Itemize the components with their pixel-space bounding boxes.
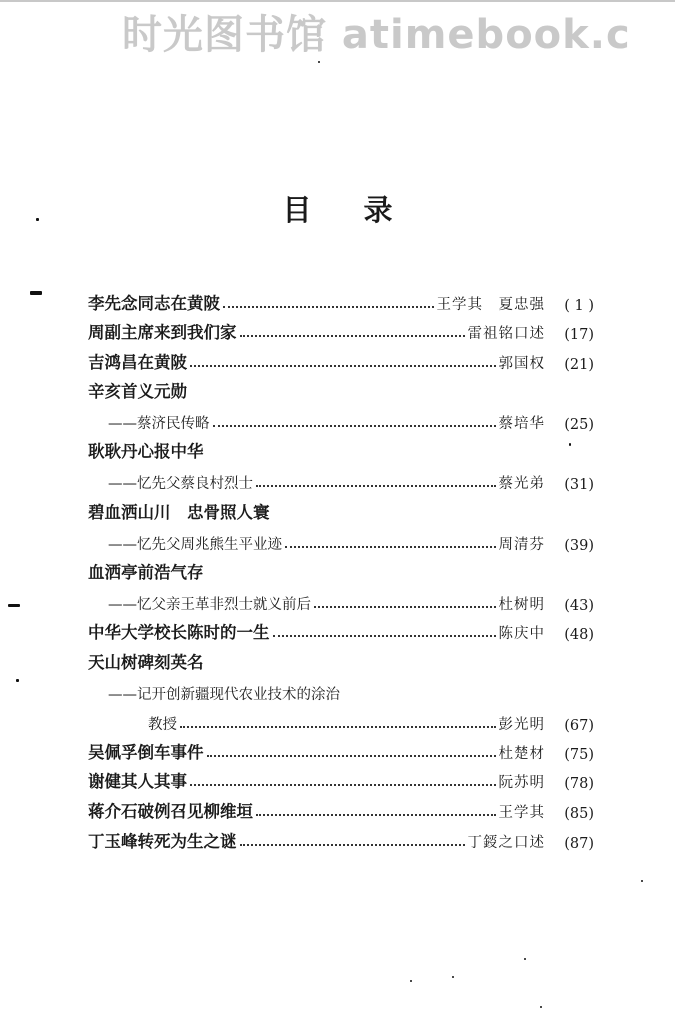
scan-speck — [524, 958, 526, 960]
toc-entry — [88, 315, 594, 343]
toc-entry-subtitle: ——忆父亲王革非烈士就义前后 — [108, 597, 311, 613]
toc-entry-author: 蔡培华 — [498, 416, 545, 432]
leader-dots — [240, 844, 465, 846]
toc-entry-page: (25) — [564, 417, 594, 433]
watermark: 时光图书馆 atimebook.c — [122, 12, 631, 58]
scan-speck — [318, 61, 320, 63]
toc-entry — [148, 706, 594, 734]
toc-entry-subtitle: ——忆先父周兆熊生平业迹 — [108, 537, 282, 553]
toc-entry — [88, 345, 594, 373]
toc-entry-author: 周清芬 — [498, 537, 545, 553]
toc-entry-title: 中华大学校长陈时的一生 — [88, 623, 270, 642]
toc-entry-author: 王学其 — [498, 805, 545, 821]
scan-speck — [540, 1006, 542, 1008]
toc-entry-page: (39) — [564, 538, 594, 554]
toc-subtitle-line — [108, 676, 594, 704]
scan-speck — [16, 679, 19, 682]
page-title: 目录 — [282, 193, 445, 227]
leader-dots — [213, 425, 496, 427]
toc-entry-author: 丁鋄之口述 — [467, 835, 545, 851]
toc-entry-title: 天山树碑刻英名 — [88, 653, 204, 672]
toc-entry-author: 杜树明 — [498, 597, 545, 613]
toc-entry-title: 辛亥首义元勋 — [88, 382, 187, 401]
toc-entry — [88, 824, 594, 852]
toc-entry-title: 蒋介石破例召见柳维垣 — [88, 802, 253, 821]
leader-dots — [314, 606, 496, 608]
toc-entry-page: ( 1 ) — [564, 298, 594, 314]
toc-entry-page: (48) — [564, 627, 594, 643]
leader-dots — [223, 306, 434, 308]
leader-dots — [256, 485, 496, 487]
toc-section-heading — [88, 645, 594, 673]
toc-entry-author: 杜楚材 — [498, 746, 545, 762]
toc-entry-author: 蔡光弟 — [498, 476, 545, 492]
scan-speck — [641, 880, 643, 882]
toc-entry-subtitle: ——记开创新疆现代农业技术的涂治 — [108, 687, 340, 703]
leader-dots — [207, 755, 496, 757]
toc-entry-title: 血洒亭前浩气存 — [88, 563, 204, 582]
toc-section-heading — [88, 495, 594, 523]
toc-entry-author: 雷祖铭口述 — [467, 326, 545, 342]
toc-entry — [108, 526, 594, 554]
toc-entry-author: 陈庆中 — [498, 626, 545, 642]
toc-entry — [88, 615, 594, 643]
toc-entry-page: (67) — [564, 718, 594, 734]
toc-entry-author: 阮苏明 — [498, 775, 545, 791]
toc-entry-page: (43) — [564, 598, 594, 614]
toc-entry-title: 丁玉峰转死为生之谜 — [88, 832, 237, 851]
toc-entry-title: 周副主席来到我们家 — [88, 323, 237, 342]
toc-entry-page: (87) — [564, 836, 594, 852]
toc-section-heading — [88, 555, 594, 583]
leader-dots — [240, 335, 465, 337]
toc-entry-page: (78) — [564, 776, 594, 792]
leader-dots — [180, 726, 496, 728]
toc-entry — [88, 764, 594, 792]
leader-dots — [285, 546, 496, 548]
toc-entry — [108, 465, 594, 493]
scan-speck — [36, 218, 39, 221]
toc-entry-subtitle: 教授 — [148, 717, 177, 733]
toc-entry-title: 耿耿丹心报中华 — [88, 442, 204, 461]
toc-section-heading — [88, 434, 594, 462]
scan-speck — [569, 443, 571, 446]
leader-dots — [256, 814, 496, 816]
toc-entry — [108, 586, 594, 614]
toc-entry-title: 碧血洒山川 忠骨照人寰 — [88, 503, 270, 522]
toc-entry-subtitle: ——蔡济民传略 — [108, 416, 210, 432]
leader-dots — [190, 784, 496, 786]
toc-entry-author: 王学其 夏忠强 — [436, 297, 545, 313]
toc-entry-page: (17) — [564, 327, 594, 343]
toc-entry-title: 吴佩孚倒车事件 — [88, 743, 204, 762]
toc-entry-title: 谢健其人其事 — [88, 772, 187, 791]
top-border-line — [0, 0, 675, 2]
scan-speck — [30, 291, 42, 295]
toc-entry — [108, 405, 594, 433]
toc-entry-author: 郭国权 — [498, 356, 545, 372]
toc-entry-title: 李先念同志在黄陂 — [88, 294, 220, 313]
toc-entry — [88, 286, 594, 314]
scan-speck — [410, 980, 412, 982]
toc-entry-page: (75) — [564, 747, 594, 763]
leader-dots — [273, 635, 496, 637]
toc-entry-author: 彭光明 — [498, 717, 545, 733]
toc-entry — [88, 794, 594, 822]
toc-entry-subtitle: ——忆先父蔡良村烈士 — [108, 476, 253, 492]
scan-speck — [8, 604, 20, 607]
scan-speck — [452, 976, 454, 978]
toc-entry-page: (21) — [564, 357, 594, 373]
toc-section-heading — [88, 374, 594, 402]
toc-entry-title: 吉鸿昌在黄陂 — [88, 353, 187, 372]
leader-dots — [190, 365, 496, 367]
toc-entry-page: (31) — [564, 477, 594, 493]
toc-entry — [88, 735, 594, 763]
toc-entry-page: (85) — [564, 806, 594, 822]
